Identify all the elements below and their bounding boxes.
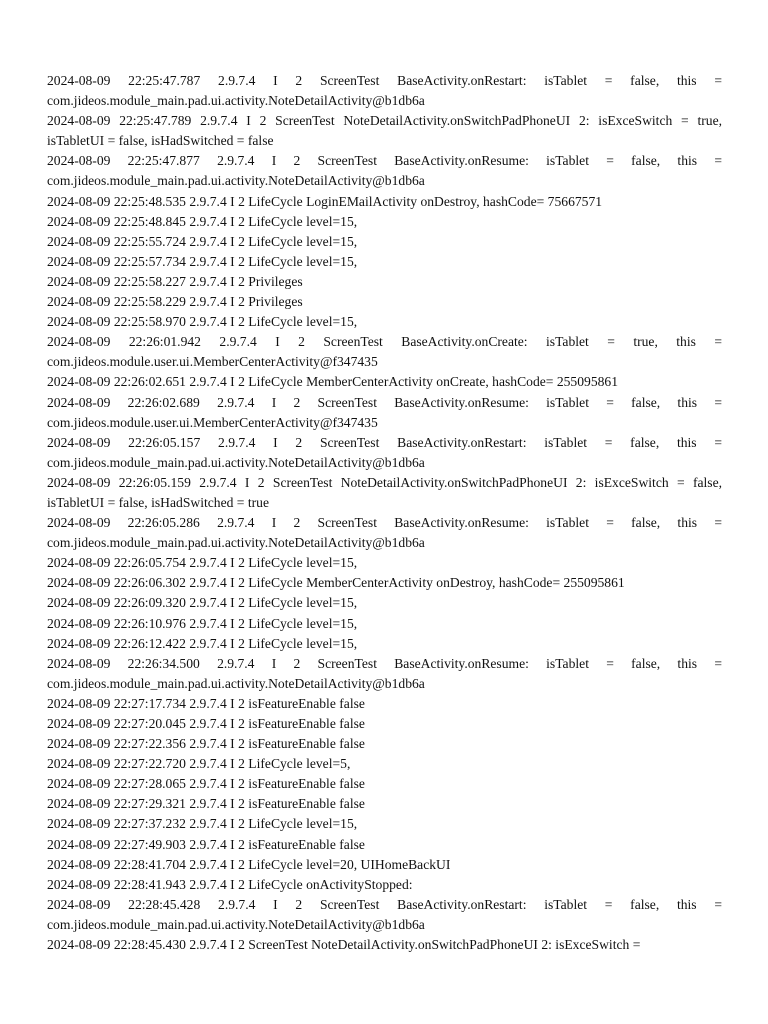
log-pid: 2 [238,314,245,330]
log-pid: 2 [238,635,245,651]
log-pid: 2 [238,756,245,772]
log-tag: LifeCycle [248,575,303,591]
log-msg: NoteDetailActivity.onSwitchPadPhoneUI 2: isExceSwitch = [311,937,641,953]
log-msg: level=15, [306,314,358,330]
log-pid: 2 [238,374,245,390]
log-entry [47,272,722,292]
log-entry [47,192,722,212]
log-msg: level=15, [306,233,358,249]
log-entry [47,553,722,573]
log-ts: 2024-08-09 22:25:48.845 [47,213,186,229]
log-ts: 2024-08-09 22:25:47.789 [47,113,192,129]
log-ts: 2024-08-09 22:25:47.787 [47,73,201,88]
log-entry [47,614,722,634]
log-level: I [230,193,235,209]
log-msg: level=15, [306,253,358,269]
log-ts: 2024-08-09 22:26:05.157 [47,434,201,450]
log-msg: NoteDetailActivity.onSwitchPadPhoneUI 2: isExceSwitch = true, isTabletUI = false, isHadSwitched = false [47,113,723,149]
log-tag: LifeCycle [248,193,303,209]
log-entry [47,754,722,774]
log-msg: MemberCenterActivity onCreate, hashCode= 255095861 [306,374,619,390]
log-entry [47,212,722,232]
log-level: I [230,294,235,310]
log-ver: 2.9.7.4 [189,876,227,892]
log-entry [47,573,722,593]
log-ts: 2024-08-09 22:26:09.320 [47,595,186,611]
log-tag: ScreenTest [317,515,377,531]
log-entry [47,372,722,392]
log-entry [47,814,722,834]
log-pid: 2 [293,655,301,671]
log-tag: LifeCycle [248,856,303,872]
log-pid: 2 [295,896,303,912]
log-tag: ScreenTest [319,73,380,88]
log-pid: 2 [238,876,245,892]
log-tag: ScreenTest [275,113,335,129]
log-msg: false [339,776,365,792]
log-pid: 2 [257,474,265,490]
log-entry [47,734,722,754]
log-level: I [275,334,280,350]
log-entry [47,895,722,935]
log-tag: LifeCycle [248,816,303,832]
log-ver: 2.9.7.4 [189,796,227,812]
log-entry [47,393,722,433]
log-msg: false [339,695,365,711]
log-ver: 2.9.7.4 [189,736,227,752]
log-ts: 2024-08-09 22:27:28.065 [47,776,186,792]
log-entry [47,634,722,654]
log-ts: 2024-08-09 22:27:20.045 [47,716,186,731]
log-level: I [230,374,235,390]
log-msg: false [339,796,365,812]
log-entry [47,654,722,694]
log-ver: 2.9.7.4 [217,515,255,531]
log-ts: 2024-08-09 22:27:49.903 [47,836,186,852]
log-level: I [230,695,235,711]
log-ts: 2024-08-09 22:26:12.422 [47,635,186,651]
log-pid: 2 [238,776,245,792]
log-pid: 2 [238,213,245,229]
log-pid: 2 [293,515,301,531]
log-ts: 2024-08-09 22:26:05.286 [47,515,200,531]
log-tag: Privileges [248,294,303,310]
log-entry [47,312,722,332]
log-ts: 2024-08-09 22:27:37.232 [47,816,186,832]
log-tag: isFeatureEnable [248,776,336,792]
log-ver: 2.9.7.4 [189,776,227,792]
log-ver: 2.9.7.4 [218,896,256,912]
log-tag: Privileges [248,273,303,289]
log-ver: 2.9.7.4 [217,655,255,671]
log-ver: 2.9.7.4 [199,474,237,490]
log-level: I [244,474,250,490]
log-ver: 2.9.7.4 [189,836,227,852]
log-ver: 2.9.7.4 [218,434,256,450]
log-tag: LifeCycle [248,314,303,330]
log-pid: 2 [238,615,245,631]
log-tag: isFeatureEnable [248,796,336,812]
log-level: I [230,716,235,731]
log-entry [47,71,722,111]
log-entry [47,875,722,895]
log-pid: 2 [238,937,245,953]
log-entry [47,292,722,312]
log-tag: isFeatureEnable [248,695,336,711]
log-level: I [230,314,235,330]
log-pid: 2 [238,193,245,209]
log-msg: BaseActivity.onResume: isTablet = false, this = com.jideos.module.user.ui.MemberCenterActivity@f347435 [47,394,722,430]
log-level: I [230,213,235,229]
log-level: I [230,253,235,269]
log-ts: 2024-08-09 22:27:29.321 [47,796,186,812]
log-ver: 2.9.7.4 [189,856,227,872]
log-level: I [273,73,278,88]
log-tag: LifeCycle [248,233,303,249]
log-level: I [230,233,235,249]
log-ts: 2024-08-09 22:28:41.704 [47,856,186,872]
log-pid: 2 [293,394,301,410]
log-pid: 2 [238,575,245,591]
log-level: I [230,615,235,631]
log-tag: isFeatureEnable [248,716,336,731]
log-entry [47,151,722,191]
log-level: I [230,937,235,953]
log-msg: BaseActivity.onRestart: isTablet = false, this = com.jideos.module_main.pad.ui.activity.NoteDetailActivity@b1db6a [47,434,722,470]
log-entry [47,473,722,513]
log-msg: BaseActivity.onResume: isTablet = false, this = com.jideos.module_main.pad.ui.activity.NoteDetailActivity@b1db6a [47,153,722,189]
log-ts: 2024-08-09 22:25:57.734 [47,253,186,269]
log-ts: 2024-08-09 22:25:58.229 [47,294,186,310]
log-tag: LifeCycle [248,253,303,269]
log-msg: level=15, [306,615,358,631]
log-msg: BaseActivity.onRestart: isTablet = false, this = com.jideos.module_main.pad.ui.activity.NoteDetailActivity@b1db6a [47,896,722,932]
log-ver: 2.9.7.4 [189,695,227,711]
log-msg: false [339,736,365,752]
log-ts: 2024-08-09 22:25:55.724 [47,233,186,249]
log-entry [47,332,722,372]
log-level: I [271,515,277,531]
log-ver: 2.9.7.4 [189,374,227,390]
log-ts: 2024-08-09 22:26:06.302 [47,575,186,591]
log-tag: isFeatureEnable [248,736,336,752]
log-level: I [273,434,278,450]
log-ts: 2024-08-09 22:26:02.651 [47,374,186,390]
log-pid: 2 [259,113,267,129]
log-ts: 2024-08-09 22:26:05.754 [47,555,186,571]
log-ts: 2024-08-09 22:27:22.720 [47,756,186,772]
log-ts: 2024-08-09 22:25:48.535 [47,193,186,209]
log-entry [47,855,722,875]
log-tag: isFeatureEnable [248,836,336,852]
log-entry-list [47,71,722,955]
log-ver: 2.9.7.4 [200,113,238,129]
log-pid: 2 [238,233,245,249]
log-tag: ScreenTest [248,937,308,953]
log-ver: 2.9.7.4 [189,716,227,731]
log-ver: 2.9.7.4 [189,937,227,953]
log-ver: 2.9.7.4 [189,213,227,229]
log-tag: LifeCycle [248,876,303,892]
log-pid: 2 [238,716,245,731]
log-tag: ScreenTest [319,434,380,450]
log-ts: 2024-08-09 22:26:02.689 [47,394,200,410]
log-msg: level=15, [306,595,358,611]
log-msg: level=15, [306,816,358,832]
log-pid: 2 [238,595,245,611]
log-level: I [271,153,277,169]
log-ver: 2.9.7.4 [217,394,255,410]
log-ver: 2.9.7.4 [218,73,256,88]
log-entry [47,513,722,553]
log-ts: 2024-08-09 22:27:17.734 [47,695,186,711]
log-ver: 2.9.7.4 [219,334,257,350]
log-msg: level=20, UIHomeBackUI [306,856,451,872]
log-entry [47,694,722,714]
log-ver: 2.9.7.4 [189,595,227,611]
log-pid: 2 [238,253,245,269]
log-level: I [230,876,235,892]
log-tag: ScreenTest [272,474,333,490]
log-tag: LifeCycle [248,635,303,651]
log-tag: ScreenTest [317,153,377,169]
log-msg: level=15, [306,213,358,229]
log-tag: ScreenTest [317,655,377,671]
log-ver: 2.9.7.4 [189,816,227,832]
log-pid: 2 [238,816,245,832]
log-level: I [230,836,235,852]
log-pid: 2 [238,736,245,752]
log-level: I [246,113,251,129]
log-entry [47,111,722,151]
log-msg: BaseActivity.onResume: isTablet = false, this = com.jideos.module_main.pad.ui.activity.NoteDetailActivity@b1db6a [47,515,722,551]
log-level: I [230,736,235,752]
log-msg: BaseActivity.onRestart: isTablet = false, this = com.jideos.module_main.pad.ui.activity.NoteDetailActivity@b1db6a [47,73,722,109]
log-tag: LifeCycle [248,595,303,611]
log-ts: 2024-08-09 22:26:10.976 [47,615,186,631]
log-level: I [230,856,235,872]
log-msg: LoginEMailActivity onDestroy, hashCode= 75667571 [306,193,603,209]
log-level: I [271,394,277,410]
log-ts: 2024-08-09 22:26:05.159 [47,474,191,490]
log-ver: 2.9.7.4 [189,294,227,310]
log-level: I [230,756,235,772]
log-level: I [230,816,235,832]
log-pid: 2 [298,334,305,350]
log-level: I [230,273,235,289]
log-tag: LifeCycle [248,374,303,390]
log-tag: ScreenTest [317,394,377,410]
log-ts: 2024-08-09 22:25:47.877 [47,153,200,169]
log-level: I [230,635,235,651]
log-entry [47,935,722,955]
log-ts: 2024-08-09 22:25:58.227 [47,273,186,289]
log-level: I [230,595,235,611]
log-tag: LifeCycle [248,615,303,631]
log-ver: 2.9.7.4 [189,253,227,269]
log-msg: onActivityStopped: [306,876,413,892]
log-level: I [230,776,235,792]
log-tag: LifeCycle [248,555,303,571]
log-ver: 2.9.7.4 [189,635,227,651]
log-ver: 2.9.7.4 [189,193,227,209]
log-msg: MemberCenterActivity onDestroy, hashCode= 255095861 [306,575,625,591]
log-msg: BaseActivity.onCreate: isTablet = true, this = com.jideos.module.user.ui.MemberCenterActivity@f347435 [47,334,722,370]
log-ver: 2.9.7.4 [189,756,227,772]
log-level: I [230,575,235,591]
log-pid: 2 [238,555,245,571]
log-ts: 2024-08-09 22:28:45.428 [47,896,201,912]
log-entry [47,252,722,272]
log-pid: 2 [238,836,245,852]
log-ts: 2024-08-09 22:25:58.970 [47,314,186,330]
log-document [47,71,722,955]
log-msg: BaseActivity.onResume: isTablet = false, this = com.jideos.module_main.pad.ui.activity.NoteDetailActivity@b1db6a [47,655,722,691]
log-level: I [273,896,278,912]
log-entry [47,433,722,473]
log-msg: level=5, [306,756,351,772]
log-pid: 2 [238,856,245,872]
log-ver: 2.9.7.4 [189,555,227,571]
log-ver: 2.9.7.4 [189,314,227,330]
log-ver: 2.9.7.4 [217,153,255,169]
log-ts: 2024-08-09 22:27:22.356 [47,736,186,752]
log-msg: false [339,716,365,731]
log-entry [47,774,722,794]
log-pid: 2 [295,434,303,450]
log-pid: 2 [293,153,301,169]
log-ts: 2024-08-09 22:28:41.943 [47,876,186,892]
log-ver: 2.9.7.4 [189,273,227,289]
log-msg: false [339,836,365,852]
log-tag: LifeCycle [248,213,303,229]
log-pid: 2 [238,796,245,812]
log-pid: 2 [238,695,245,711]
log-level: I [271,655,277,671]
log-entry [47,232,722,252]
log-level: I [230,555,235,571]
log-tag: ScreenTest [319,896,380,912]
log-ts: 2024-08-09 22:28:45.430 [47,937,186,953]
log-ver: 2.9.7.4 [189,233,227,249]
log-msg: level=15, [306,635,358,651]
log-pid: 2 [238,294,245,310]
log-pid: 2 [295,73,303,88]
log-msg: NoteDetailActivity.onSwitchPadPhoneUI 2: isExceSwitch = false, isTabletUI = false, isHadSwitched = true [47,474,723,510]
log-entry [47,835,722,855]
log-pid: 2 [238,273,245,289]
log-level: I [230,796,235,812]
log-ver: 2.9.7.4 [189,615,227,631]
log-ver: 2.9.7.4 [189,575,227,591]
log-entry [47,714,722,734]
log-tag: LifeCycle [248,756,303,772]
log-ts: 2024-08-09 22:26:34.500 [47,655,200,671]
log-tag: ScreenTest [323,334,383,350]
log-entry [47,794,722,814]
log-entry [47,593,722,613]
log-ts: 2024-08-09 22:26:01.942 [47,334,201,350]
log-msg: level=15, [306,555,358,571]
